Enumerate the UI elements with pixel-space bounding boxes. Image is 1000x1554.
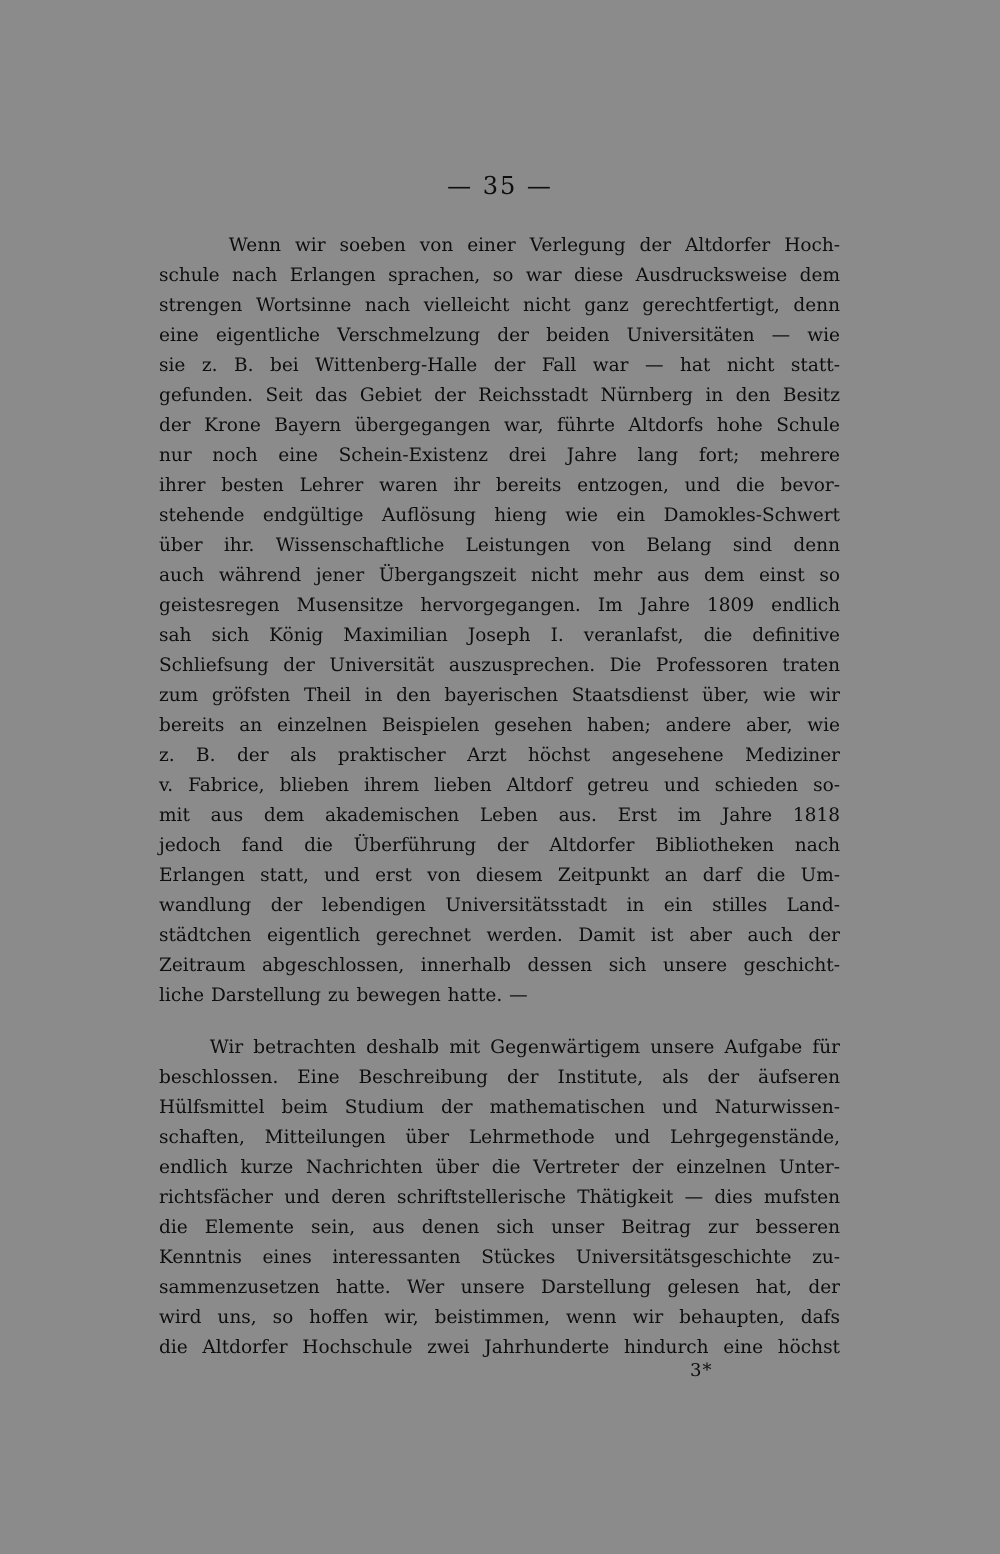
text-line: über ihr. Wissenschaftliche Leistungen von Belang sind denn <box>159 535 840 556</box>
text-line: die Altdorfer Hochschule zwei Jahrhunderte hindurch eine höchst <box>159 1337 840 1358</box>
text-line: mit aus dem akademischen Leben aus. Erst im Jahre 1818 <box>159 805 840 826</box>
text-line: schaften, Mitteilungen über Lehrmethode und Lehrgegenstände, <box>159 1127 840 1148</box>
text-line: strengen Wortsinne nach vielleicht nicht ganz gerechtfertigt, denn <box>159 295 840 316</box>
text-line: Wenn wir soeben von einer Verlegung der Altdorfer Hoch- <box>159 235 840 256</box>
page-number: — 35 — <box>447 172 553 200</box>
text-line: z. B. der als praktischer Arzt höchst angesehene Mediziner <box>159 745 840 766</box>
text-line: jedoch fand die Überführung der Altdorfer Bibliotheken nach <box>159 835 840 856</box>
text-line: Wir betrachten deshalb mit Gegenwärtigem unsere Aufgabe für <box>159 1037 840 1058</box>
text-line: stehende endgültige Auflösung hieng wie ein Damokles-Schwert <box>159 505 840 526</box>
text-line: zum gröfsten Theil in den bayerischen Staatsdienst über, wie wir <box>159 685 840 706</box>
text-line: v. Fabrice, blieben ihrem lieben Altdorf getreu und schieden so- <box>159 775 840 796</box>
paragraph-2 <box>159 1033 840 1363</box>
text-line: Zeitraum abgeschlossen, innerhalb dessen sich unsere geschicht- <box>159 955 840 976</box>
text-line: bereits an einzelnen Beispielen gesehen haben; andere aber, wie <box>159 715 840 736</box>
text-line: schule nach Erlangen sprachen, so war diese Ausdrucksweise dem <box>159 265 840 286</box>
text-line: Schliefsung der Universität auszusprechen. Die Professoren traten <box>159 655 840 676</box>
signature-mark: 3* <box>690 1360 713 1381</box>
text-line: wird uns, so hoffen wir, beistimmen, wenn wir behaupten, dafs <box>159 1307 840 1328</box>
text-line: beschlossen. Eine Beschreibung der Institute, als der äufseren <box>159 1067 840 1088</box>
text-line: auch während jener Übergangszeit nicht mehr aus dem einst so <box>159 565 840 586</box>
text-line: richtsfächer und deren schriftstellerische Thätigkeit — dies mufsten <box>159 1187 840 1208</box>
text-line: sie z. B. bei Wittenberg-Halle der Fall war — hat nicht statt- <box>159 355 840 376</box>
text-line: ihrer besten Lehrer waren ihr bereits entzogen, und die bevor- <box>159 475 840 496</box>
text-line: geistesregen Musensitze hervorgegangen. Im Jahre 1809 endlich <box>159 595 840 616</box>
text-line: sammenzusetzen hatte. Wer unsere Darstellung gelesen hat, der <box>159 1277 840 1298</box>
text-line: städtchen eigentlich gerechnet werden. Damit ist aber auch der <box>159 925 840 946</box>
text-line: wandlung der lebendigen Universitätsstadt in ein stilles Land- <box>159 895 840 916</box>
text-line: gefunden. Seit das Gebiet der Reichsstadt Nürnberg in den Besitz <box>159 385 840 406</box>
text-line: endlich kurze Nachrichten über die Vertreter der einzelnen Unter- <box>159 1157 840 1178</box>
text-line: Kenntnis eines interessanten Stückes Universitätsgeschichte zu- <box>159 1247 840 1268</box>
text-line: die Elemente sein, aus denen sich unser Beitrag zur besseren <box>159 1217 840 1238</box>
text-line: Hülfsmittel beim Studium der mathematischen und Naturwissen- <box>159 1097 840 1118</box>
paragraph-1 <box>159 231 840 1011</box>
text-line: liche Darstellung zu bewegen hatte. — <box>159 985 528 1006</box>
text-line: der Krone Bayern übergegangen war, führte Altdorfs hohe Schule <box>159 415 840 436</box>
text-line: sah sich König Maximilian Joseph I. veranlafst, die definitive <box>159 625 840 646</box>
text-line: eine eigentliche Verschmelzung der beiden Universitäten — wie <box>159 325 840 346</box>
text-line: Erlangen statt, und erst von diesem Zeitpunkt an darf die Um- <box>159 865 840 886</box>
text-line: nur noch eine Schein-Existenz drei Jahre lang fort; mehrere <box>159 445 840 466</box>
